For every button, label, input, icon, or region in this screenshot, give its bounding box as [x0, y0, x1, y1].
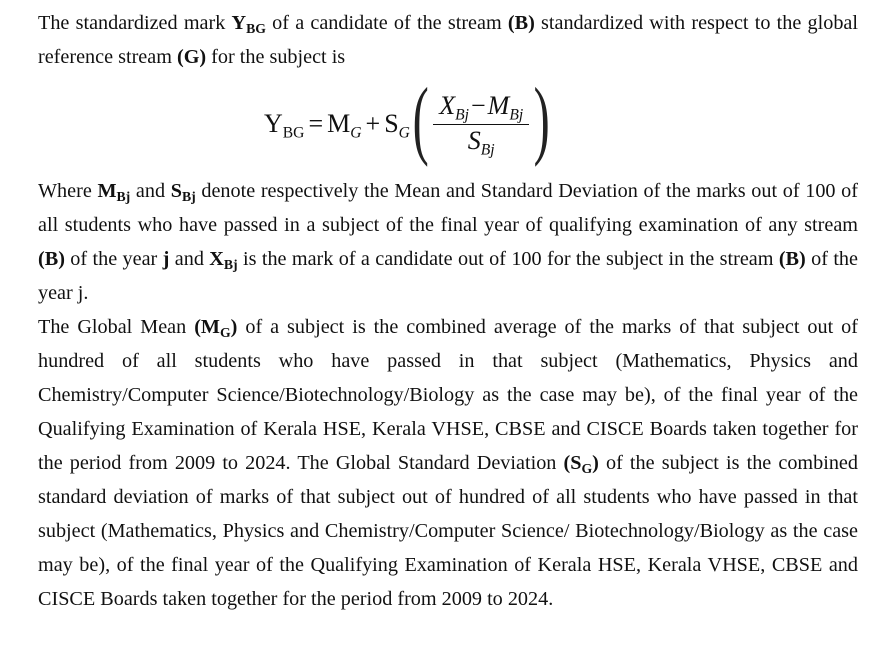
fraction-denominator: $S_{Bj}$ [467, 126, 495, 159]
definitions-text: Where [38, 180, 98, 202]
year-j-label: j [162, 248, 170, 270]
stream-g-label: (G) [176, 46, 207, 68]
x-bj-symbol: $X_{Bj}$ [209, 248, 238, 272]
definitions-text: is the mark of a candidate out of 100 for the subject in the stream [237, 248, 779, 270]
global-mean-term: $M_G$ [327, 109, 362, 142]
definitions-text: and [130, 180, 171, 202]
definitions-text: of the year [64, 248, 163, 270]
intro-text: of a candidate of the stream [265, 12, 508, 34]
intro-text: The standardized mark [38, 12, 232, 34]
plus-sign: + [365, 109, 381, 138]
m-bj-symbol: $M_{Bj}$ [97, 180, 131, 204]
formula-lhs: $Y_{BG}$ [264, 109, 305, 142]
global-sd-text: of the subject is the combined standard deviation of marks of that subject out of hundred of all students who have passed in that subject (Mathematics, Physics and Chemistry/Computer Science/ Biotechnology/Biology as the case may be), of the final year of the Qualifying Examination of Kerala HSE, Kerala VHSE, CBSE and CISCE Boards taken together for the period from 2009 to 2024. [38, 452, 858, 610]
right-paren: ) [533, 71, 550, 168]
s-g-symbol: $(S_G)$ [563, 452, 599, 476]
definitions-text: denote respectively the Mean and Standard Deviation of the marks out of 100 of all students who have passed in a subject of the final year of qualifying examination of any stream [38, 180, 858, 236]
global-sd-term: $S_G$ [384, 109, 410, 142]
left-paren: ( [412, 71, 429, 168]
formula-block [38, 71, 858, 174]
definitions-text: and [169, 248, 210, 270]
intro-paragraph [38, 6, 858, 74]
intro-text: for the subject is [206, 46, 346, 68]
fraction-numerator: $X_{Bj}-M_{Bj}$ [433, 92, 529, 125]
m-g-symbol: $(M_G)$ [194, 316, 238, 340]
global-mean-paragraph [38, 310, 858, 616]
stream-b-label: (B) [507, 12, 535, 34]
intro-text: standardized with respect to the global reference stream [38, 12, 859, 68]
s-bj-symbol: $S_{Bj}$ [170, 180, 196, 204]
global-mean-text: of a subject is the combined average of the marks of that subject out of hundred of all students who have passed in that subject (Mathematics, Physics and Chemistry/Computer Science/Biotechnology/Biology as the case may be), of the final year of the Qualifying Examination of Kerala HSE, Kerala VHSE, CBSE and CISCE Boards taken together for the period from 2009 to 2024. The Global Standard Deviation [38, 316, 858, 474]
definitions-text: of the year j. [38, 248, 858, 304]
stream-b-label: (B) [778, 248, 806, 270]
document-page [38, 6, 858, 616]
fraction [433, 91, 529, 159]
definitions-paragraph [38, 174, 858, 310]
global-mean-text: The Global Mean [38, 316, 195, 338]
y-bg-symbol: $Y_{BG}$ [231, 12, 266, 36]
stream-b-label: (B) [38, 248, 65, 270]
standardization-formula [264, 71, 553, 170]
equals-sign: = [308, 109, 324, 138]
